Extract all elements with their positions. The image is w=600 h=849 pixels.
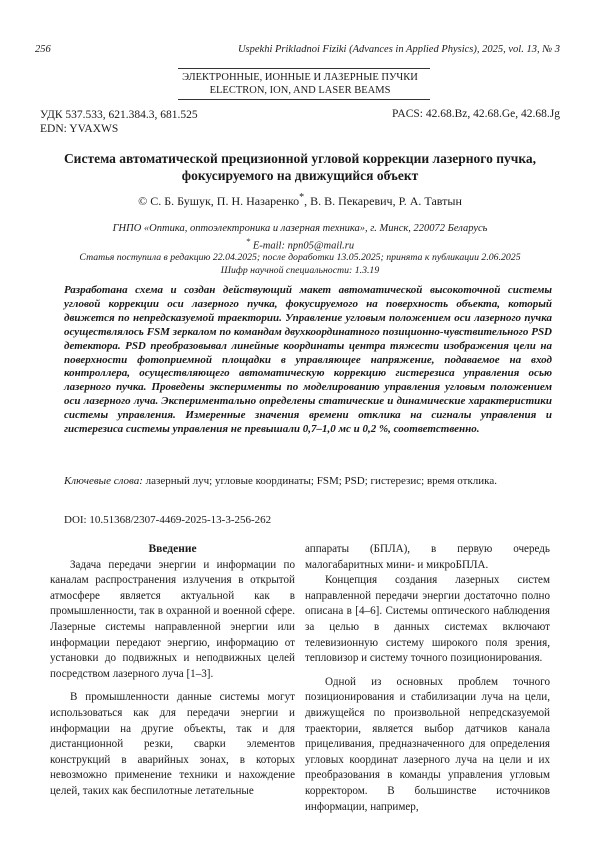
paragraph: Концепция создания лазерных систем направленной передачи энергии достаточно полно описана в [4–6]. Системы оптического наблюдения за целью в данных системах включают телевизионную систему широкого поля зрения, тепловизор и систему точного позиционирования. bbox=[305, 574, 550, 665]
section-rule-top bbox=[178, 68, 430, 69]
journal-header: Uspekhi Prikladnoi Fiziki (Advances in Applied Physics), 2025, vol. 13, № 3 bbox=[237, 44, 560, 55]
affiliation-org: ГНПО «Оптика, оптоэлектроника и лазерная техника», г. Минск, 220072 Беларусь bbox=[112, 223, 488, 234]
udc-codes: УДК 537.533, 621.384.3, 681.525 bbox=[40, 109, 198, 121]
affiliation-email: E-mail: npn05@mail.ru bbox=[250, 240, 355, 252]
specialty-code: Шифр научной специальности: 1.3.19 bbox=[220, 265, 380, 276]
paragraph: В промышленности данные системы могут использоваться как для передачи энергии и информации на другие объекты, так и для дистанционной резки, сварки элементов конструкций в аварийных зонах, в которых невозможно применение техники и нахождение целей, таких как беспилотные летательные bbox=[50, 691, 295, 797]
paragraph: Одной из основных проблем точного позиционирования и стабилизации луча на цели, движущейся по произвольной непредсказуемой траектории, является выбор датчиков канала прицеливания, предназначенного для определения угловых координат лазерного луча на цели и их преобразования в команды управления угловым корректором. В большинстве источников информации, например, bbox=[305, 675, 550, 813]
paper-title-line-2: фокусируемого на движущийся объект bbox=[181, 168, 419, 183]
paragraph-continued: аппараты (БПЛА), в первую очередь малогабаритных мини- и микроБПЛА. bbox=[305, 543, 550, 571]
section-title-en: ELECTRON, ION, AND LASER BEAMS bbox=[209, 85, 391, 96]
body-column-right bbox=[305, 542, 550, 815]
page-number: 256 bbox=[35, 44, 51, 55]
email-mark: * bbox=[245, 236, 251, 246]
authors bbox=[0, 192, 600, 209]
article-dates bbox=[0, 251, 600, 277]
affiliation bbox=[0, 222, 600, 253]
keywords-label: Ключевые слова: bbox=[64, 475, 143, 487]
authors-first: © С. Б. Бушук, П. Н. Назаренко bbox=[138, 194, 300, 208]
paragraph: Задача передачи энергии и информации по каналам распространения излучения в открытой атмосфере является актуальной как в промышленности, так в охранной и военной сфере. Лазерные системы направленной энергии или информации передают энергию, информацию от установки до подвижных и неподвижных целей посредством лазерного луча [1–3]. bbox=[50, 558, 295, 680]
corresponding-author-mark: * bbox=[299, 192, 305, 203]
keywords-text: лазерный луч; угловые координаты; FSM; PSD; гистерезис; время отклика. bbox=[142, 475, 497, 487]
keywords bbox=[64, 474, 552, 489]
authors-rest: , В. В. Пекаревич, Р. А. Тавтын bbox=[304, 194, 462, 208]
submission-dates: Статья поступила в редакцию 22.04.2025; после доработки 13.05.2025; принята к публикации 2.06.2025 bbox=[79, 252, 521, 263]
pacs-codes: PACS: 42.68.Bz, 42.68.Ge, 42.68.Jg bbox=[392, 108, 560, 120]
paper-title bbox=[50, 150, 550, 184]
affiliation-email-line bbox=[0, 235, 600, 253]
abstract: Разработана схема и создан действующий макет автоматической высокоточной системы угловой коррекции оси лазерного пучка, фокусируемого на поверхность объекта, который движется по непредсказуемой траектории. Управление угловым положением оси лазерного пучка осуществлялось FSM зеркалом по командам двухкоординатного позиционно-чувствительного PSD детектора. PSD преобразовывал линейные координаты центра тяжести изображения цели на поверхности фотоприемной площадки в управляющее напряжение, подаваемое на вход контроллера, осуществляющего автоматическую коррекцию гистерезиса управления осью лазерного пучка. Проведены эксперименты по моделированию управления угловым положением оси лазерного луча. Экспериментально определены статические и динамические характеристики системы управления. Измеренные значения времени отклика на сигналы управления и гистерезиса системы управления не превышали 0,7–1,0 мс и 0,2 %, соответственно. bbox=[64, 284, 552, 436]
doi: DOI: 10.51368/2307-4469-2025-13-3-256-262 bbox=[64, 514, 272, 526]
section-title-ru: ЭЛЕКТРОННЫЕ, ИОННЫЕ И ЛАЗЕРНЫЕ ПУЧКИ bbox=[182, 72, 418, 83]
paper-title-line-1: Система автоматической прецизионной угловой коррекции лазерного пучка, bbox=[63, 151, 537, 166]
body-column-left bbox=[50, 542, 295, 800]
edn-code: EDN: YVAXWS bbox=[40, 123, 119, 135]
udc-block bbox=[40, 108, 198, 136]
section-rule-bottom bbox=[178, 99, 430, 100]
section-heading-introduction: Введение bbox=[148, 543, 197, 555]
